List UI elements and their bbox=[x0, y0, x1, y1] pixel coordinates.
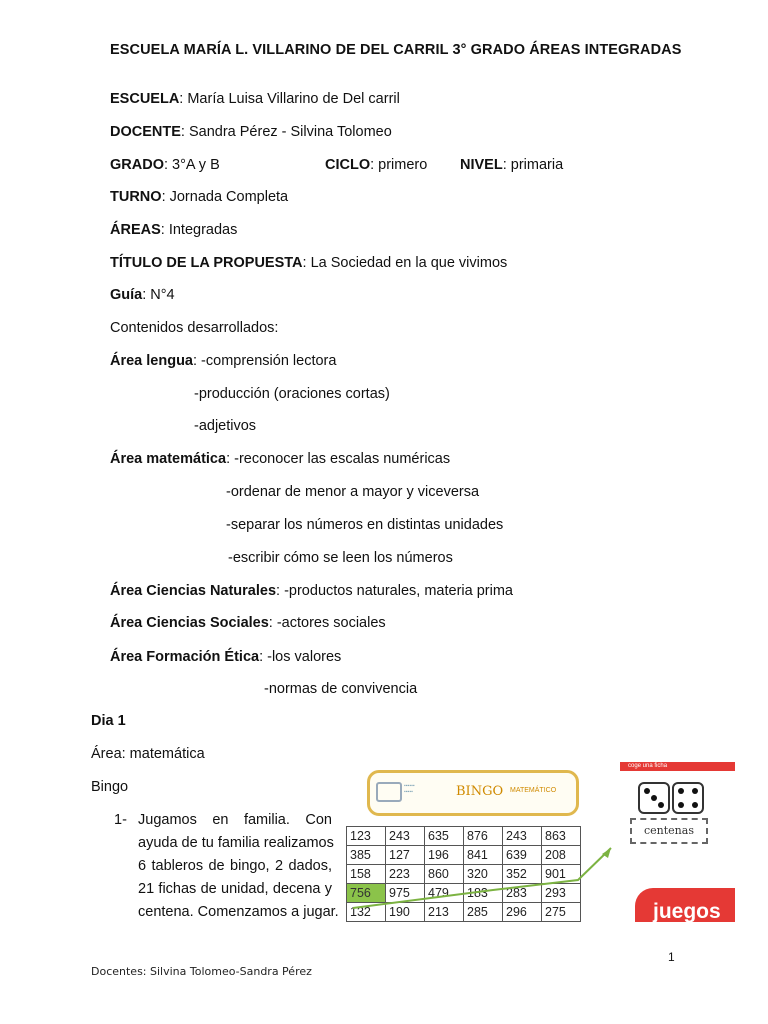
area-matematica: Área matemática: -reconocer las escalas numéricas bbox=[110, 451, 451, 467]
area-sociales: Área Ciencias Sociales: -actores sociales bbox=[110, 615, 386, 631]
bingo-cell: 975 bbox=[386, 884, 425, 903]
bingo-cell: 863 bbox=[542, 827, 581, 846]
dia-title: Dia 1 bbox=[91, 713, 126, 729]
bingo-cell: 385 bbox=[347, 846, 386, 865]
area-naturales: Área Ciencias Naturales: -productos naturales, materia prima bbox=[110, 583, 513, 599]
bingo-title: BINGO bbox=[456, 784, 504, 799]
area-lengua: Área lengua: -comprensión lectora bbox=[110, 353, 337, 369]
info-ciclo: CICLO: primero bbox=[325, 157, 428, 173]
bingo-cell: 635 bbox=[425, 827, 464, 846]
bingo-cell: 639 bbox=[503, 846, 542, 865]
bingo-subtitle: MATEMÁTICO bbox=[510, 787, 557, 794]
bingo-cell: 183 bbox=[464, 884, 503, 903]
bingo-image bbox=[343, 762, 735, 922]
area-matematica-item: -separar los números en distintas unidades bbox=[226, 517, 504, 533]
die-three-icon bbox=[638, 782, 670, 814]
game-top-bar: coge una ficha bbox=[620, 762, 735, 771]
bingo-cell: 208 bbox=[542, 846, 581, 865]
bingo-cell: 860 bbox=[425, 865, 464, 884]
page-header: ESCUELA MARÍA L. VILLARINO DE DEL CARRIL 3° GRADO ÁREAS INTEGRADAS bbox=[110, 42, 682, 58]
ministry-logo-text: ▪▪▪▪▪▪ ▪▪▪▪▪ bbox=[404, 783, 415, 795]
info-docente: DOCENTE: Sandra Pérez - Silvina Tolomeo bbox=[110, 124, 392, 140]
area-matematica-item: -ordenar de menor a mayor y viceversa bbox=[226, 484, 480, 500]
info-escuela: ESCUELA: María Luisa Villarino de Del carril bbox=[110, 91, 400, 107]
instruction-line: Jugamos en familia. Con bbox=[138, 812, 332, 828]
info-nivel: NIVEL: primaria bbox=[460, 157, 564, 173]
bingo-cell: 132 bbox=[347, 903, 386, 922]
bingo-cell: 320 bbox=[464, 865, 503, 884]
bingo-cell: 901 bbox=[542, 865, 581, 884]
bingo-cell: 756 bbox=[347, 884, 386, 903]
bingo-cell: 479 bbox=[425, 884, 464, 903]
dia-bingo: Bingo bbox=[91, 779, 129, 795]
centenas-chip: centenas bbox=[630, 818, 708, 844]
bingo-cell: 223 bbox=[386, 865, 425, 884]
bingo-cell: 285 bbox=[464, 903, 503, 922]
game-panel bbox=[620, 762, 735, 922]
bingo-cell: 196 bbox=[425, 846, 464, 865]
bingo-cell: 841 bbox=[464, 846, 503, 865]
bingo-cell: 190 bbox=[386, 903, 425, 922]
footer-docentes: Docentes: Silvina Tolomeo-Sandra Pérez bbox=[91, 965, 312, 978]
die-four-icon bbox=[672, 782, 704, 814]
info-guia: Guía: N°4 bbox=[110, 287, 175, 303]
bingo-cell: 296 bbox=[503, 903, 542, 922]
bingo-cell: 243 bbox=[503, 827, 542, 846]
area-lengua-item: -adjetivos bbox=[194, 418, 257, 434]
info-areas: ÁREAS: Integradas bbox=[110, 222, 238, 238]
bingo-cell: 213 bbox=[425, 903, 464, 922]
info-turno: TURNO: Jornada Completa bbox=[110, 189, 289, 205]
instruction-line: ayuda de tu familia realizamos bbox=[138, 835, 334, 851]
info-titulo: TÍTULO DE LA PROPUESTA: La Sociedad en la que vivimos bbox=[110, 255, 508, 271]
bingo-cell: 293 bbox=[542, 884, 581, 903]
bingo-cell: 352 bbox=[503, 865, 542, 884]
info-grado: GRADO: 3°A y B bbox=[110, 157, 220, 173]
bingo-cell: 123 bbox=[347, 827, 386, 846]
dia-area: Área: matemática bbox=[91, 746, 205, 762]
juegos-brand: juegos bbox=[635, 888, 735, 922]
area-matematica-item: -escribir cómo se leen los números bbox=[228, 550, 453, 566]
item-number: 1- bbox=[114, 812, 127, 828]
page-number: 1 bbox=[668, 950, 675, 964]
area-etica: Área Formación Ética: -los valores bbox=[110, 649, 342, 665]
bingo-cell: 275 bbox=[542, 903, 581, 922]
bingo-cell: 876 bbox=[464, 827, 503, 846]
bingo-cell: 158 bbox=[347, 865, 386, 884]
instruction-line: 6 tableros de bingo, 2 dados, bbox=[138, 858, 332, 874]
bingo-cell: 283 bbox=[503, 884, 542, 903]
instruction-line: 21 fichas de unidad, decena y bbox=[138, 881, 332, 897]
contenidos-heading: Contenidos desarrollados: bbox=[110, 320, 279, 336]
bingo-cell: 127 bbox=[386, 846, 425, 865]
area-etica-item: -normas de convivencia bbox=[264, 681, 418, 697]
bingo-cell: 243 bbox=[386, 827, 425, 846]
instruction-line: centena. Comenzamos a jugar. bbox=[138, 904, 339, 920]
area-lengua-item: -producción (oraciones cortas) bbox=[194, 386, 390, 402]
